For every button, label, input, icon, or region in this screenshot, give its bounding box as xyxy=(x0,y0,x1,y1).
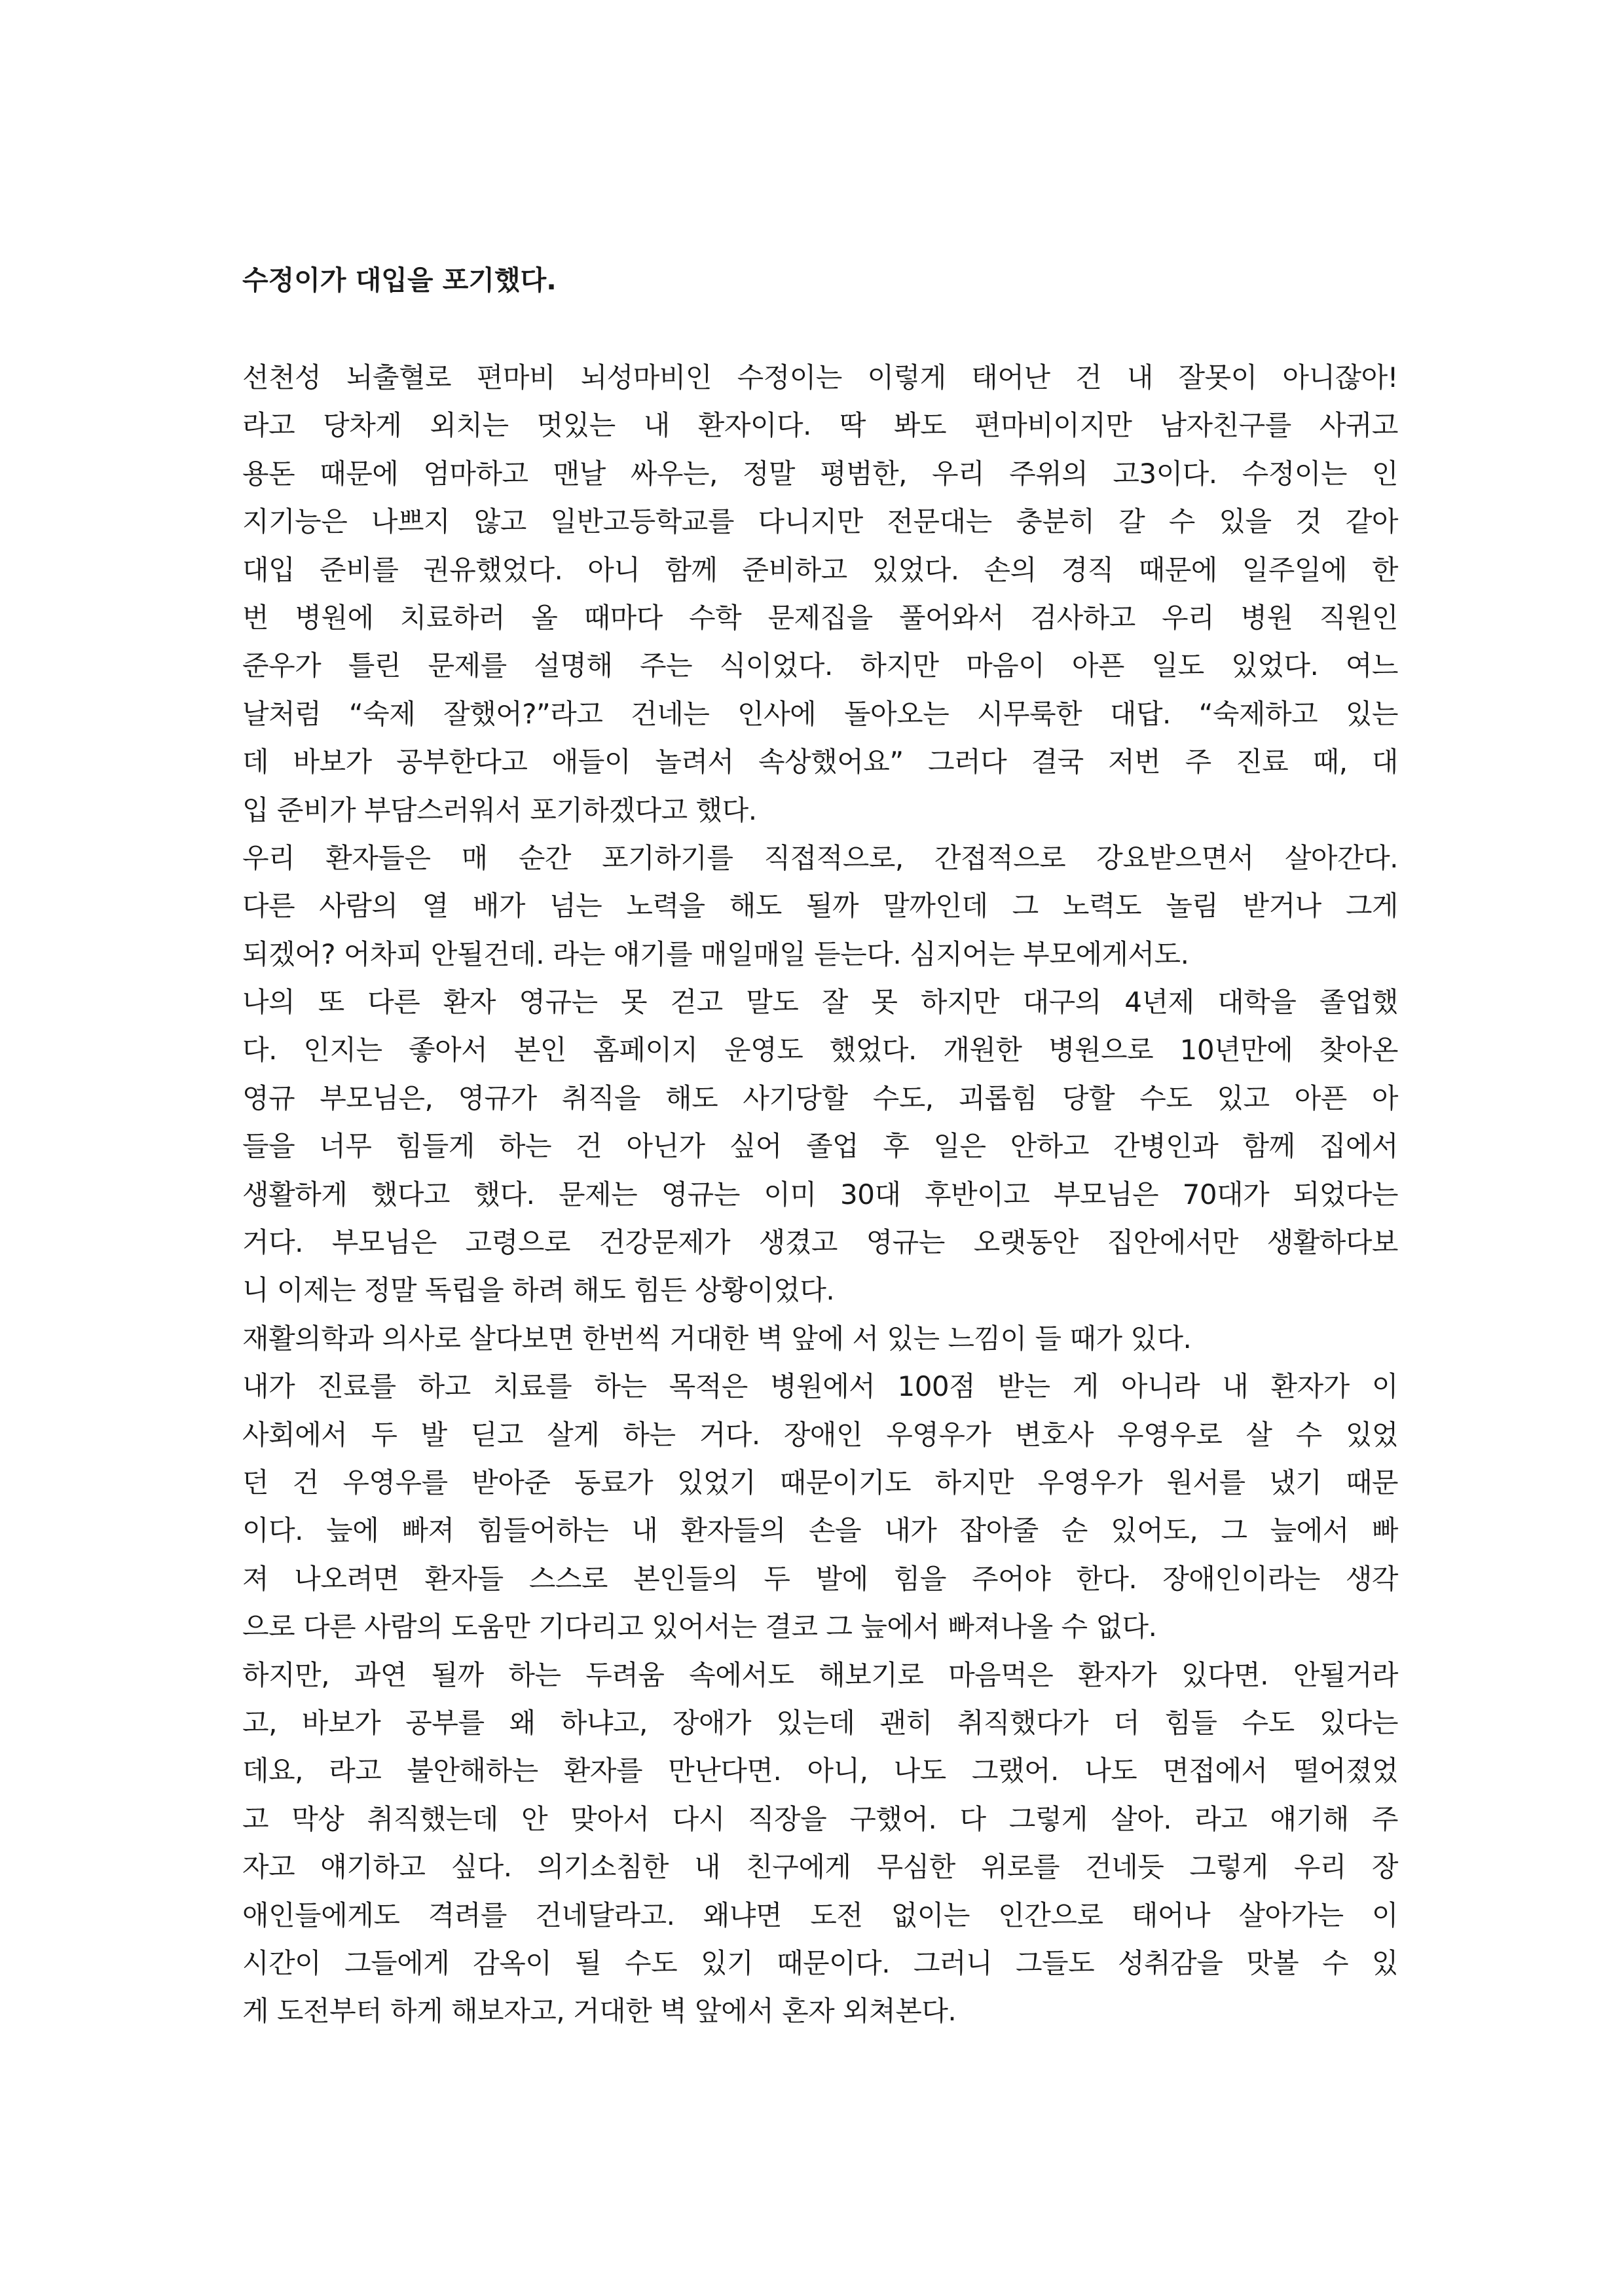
text-line: 자고 얘기하고 싶다. 의기소침한 내 친구에게 무심한 위로를 건네듯 그렇게 우리 장 xyxy=(242,1851,1398,1884)
text-line: 다른 사람의 열 배가 넘는 노력을 해도 될까 말까인데 그 노력도 놀림 받거나 그게 xyxy=(242,890,1398,922)
text-line: 우리 환자들은 매 순간 포기하기를 직접적으로, 간접적으로 강요받으면서 살아간다. xyxy=(242,841,1398,874)
text-line: 거다. 부모님은 고령으로 건강문제가 생겼고 영규는 오랫동안 집안에서만 생활하다보 xyxy=(242,1226,1398,1259)
text-line: 나의 또 다른 환자 영규는 못 걷고 말도 잘 못 하지만 대구의 4년제 대학을 졸업했 xyxy=(242,986,1398,1019)
text-line: 데요, 라고 불안해하는 환자를 만난다면. 아니, 나도 그랬어. 나도 면접에서 떨어졌었 xyxy=(242,1755,1398,1787)
text-line: 번 병원에 치료하러 올 때마다 수학 문제집을 풀어와서 검사하고 우리 병원 직원인 xyxy=(242,601,1399,634)
paragraph-text xyxy=(242,354,1398,2035)
text-line: 하지만, 과연 될까 하는 두려움 속에서도 해보기로 마음먹은 환자가 있다면. 안될거라 xyxy=(242,1658,1398,1691)
text-line: 니 이제는 정말 독립을 하려 해도 힘든 상황이었다. xyxy=(242,1274,835,1307)
text-line: 던 건 우영우를 받아준 동료가 있었기 때문이기도 하지만 우영우가 원서를 냈기 때문 xyxy=(242,1466,1398,1499)
text-line: 게 도전부터 하게 해보자고, 거대한 벽 앞에서 혼자 외쳐본다. xyxy=(242,1995,957,2028)
text-line: 생활하게 했다고 했다. 문제는 영규는 이미 30대 후반이고 부모님은 70대가 되었다는 xyxy=(242,1178,1398,1211)
text-line: 들을 너무 힘들게 하는 건 아닌가 싶어 졸업 후 일은 안하고 간병인과 함께 집에서 xyxy=(242,1130,1398,1163)
document-body xyxy=(242,257,1398,2035)
text-line: 영규 부모님은, 영규가 취직을 해도 사기당할 수도, 괴롭힘 당할 수도 있고 아픈 아 xyxy=(242,1082,1398,1114)
text-line: 입 준비가 부담스러워서 포기하겠다고 했다. xyxy=(242,793,757,826)
text-line: 데 바보가 공부한다고 애들이 놀려서 속상했어요” 그러다 결국 저번 주 진료 때, 대 xyxy=(242,746,1398,778)
text-line: 라고 당차게 외치는 멋있는 내 환자이다. 딱 봐도 편마비이지만 남자친구를 사귀고 xyxy=(242,409,1398,442)
text-line: 시간이 그들에게 감옥이 될 수도 있기 때문이다. 그러니 그들도 성취감을 맛볼 수 있 xyxy=(242,1946,1398,1979)
text-line: 사회에서 두 발 딛고 살게 하는 거다. 장애인 우영우가 변호사 우영우로 살 수 있었 xyxy=(242,1418,1398,1451)
text-line: 준우가 틀린 문제를 설명해 주는 식이었다. 하지만 마음이 아픈 일도 있었다. 여느 xyxy=(242,649,1398,682)
text-line: 지기능은 나쁘지 않고 일반고등학교를 다니지만 전문대는 충분히 갈 수 있을 것 같아 xyxy=(242,505,1398,538)
text-line: 져 나오려면 환자들 스스로 본인들의 두 발에 힘을 주어야 한다. 장애인이라는 생각 xyxy=(242,1562,1398,1595)
text-line: 으로 다른 사람의 도움만 기다리고 있어서는 결코 그 늪에서 빠져나올 수 없다. xyxy=(242,1611,1157,1643)
text-line: 날처럼 “숙제 잘했어?”라고 건네는 인사에 돌아오는 시무룩한 대답. “숙제하고 있는 xyxy=(242,697,1398,730)
text-line: 다. 인지는 좋아서 본인 홈페이지 운영도 했었다. 개원한 병원으로 10년만에 찾아온 xyxy=(242,1034,1398,1066)
text-line: 고 막상 취직했는데 안 맞아서 다시 직장을 구했어. 다 그렇게 살아. 라고 얘기해 주 xyxy=(242,1802,1398,1835)
text-line: 대입 준비를 권유했었다. 아니 함께 준비하고 있었다. 손의 경직 때문에 일주일에 한 xyxy=(242,553,1398,586)
text-line: 되겠어? 어차피 안될건데. 라는 얘기를 매일매일 듣는다. 심지어는 부모에게서도. xyxy=(242,938,1189,970)
text-line: 고, 바보가 공부를 왜 하냐고, 장애가 있는데 괜히 취직했다가 더 힘들 수도 있다는 xyxy=(242,1706,1398,1739)
text-line: 재활의학과 의사로 살다보면 한번씩 거대한 벽 앞에 서 있는 느낌이 들 때가 있다. xyxy=(242,1322,1192,1355)
text-line: 애인들에게도 격려를 건네달라고. 왜냐면 도전 없이는 인간으로 태어나 살아가는 이 xyxy=(242,1899,1398,1931)
text-line: 용돈 때문에 엄마하고 맨날 싸우는, 정말 평범한, 우리 주위의 고3이다. 수정이는 인 xyxy=(242,457,1398,490)
text-line: 이다. 늪에 빠져 힘들어하는 내 환자들의 손을 내가 잡아줄 순 있어도, 그 늪에서 빠 xyxy=(242,1514,1398,1547)
text-line: 내가 진료를 하고 치료를 하는 목적은 병원에서 100점 받는 게 아니라 내 환자가 이 xyxy=(242,1370,1398,1403)
document-title: 수정이가 대입을 포기했다. xyxy=(242,264,557,296)
text-line: 선천성 뇌출혈로 편마비 뇌성마비인 수정이는 이렇게 태어난 건 내 잘못이 아니잖아! xyxy=(242,361,1398,393)
